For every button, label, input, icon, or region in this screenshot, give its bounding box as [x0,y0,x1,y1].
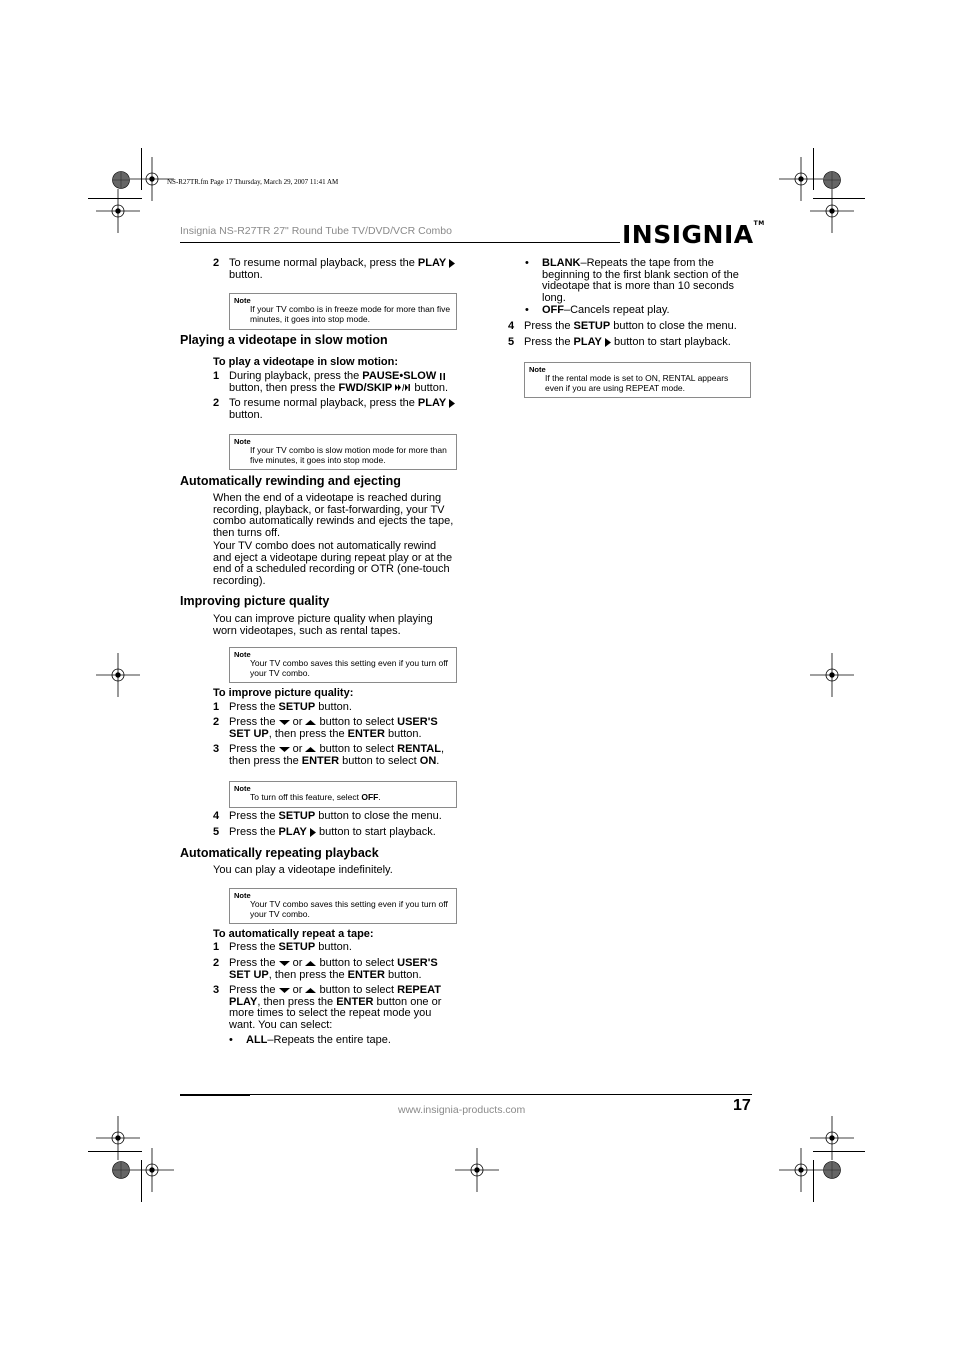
footer-rule-accent [180,1094,250,1096]
paragraph-rewind-2: Your TV combo does not automatically rewind and eject a videotape during repeat play or at the end of a scheduled recording or OTR (one-touch recording). [213,540,453,587]
registration-mark-icon [779,1148,823,1197]
down-arrow-icon [279,716,290,728]
down-arrow-icon [279,984,290,996]
down-arrow-icon [279,743,290,755]
insignia-logo: INSIGNIA™ [622,220,765,249]
crop-mark [141,148,142,190]
play-icon [449,257,455,269]
color-disc-icon [112,171,130,194]
registration-mark-icon [130,1148,174,1197]
note-slow-motion: Note If your TV combo is slow motion mode for more than five minutes, it goes into stop mode. [229,434,457,470]
heading-picture-quality: Improving picture quality [180,594,330,608]
footer-url: www.insignia-products.com [398,1104,526,1116]
note-picture-setting: Note Your TV combo saves this setting even if you turn off your TV combo. [229,647,457,683]
color-disc-icon [112,1161,130,1184]
running-title: Insignia NS-R27TR 27" Round Tube TV/DVD/VCR Combo [180,225,452,237]
crop-mark [813,198,865,199]
subheading-repeat: To automatically repeat a tape: [213,928,374,940]
registration-mark-icon [810,189,854,238]
subheading-slow-motion: To play a videotape in slow motion: [213,356,398,368]
header-rule [180,242,620,243]
footer-rule [180,1094,752,1095]
up-arrow-icon [305,716,316,728]
crop-mark [813,148,814,190]
fwd-skip-icon [395,382,411,394]
page-number: 17 [733,1097,751,1114]
paragraph-repeat: You can play a videotape indefinitely. [213,864,393,876]
crop-mark [141,1160,142,1202]
note-freeze: Note If your TV combo is in freeze mode for more than five minutes, it goes into stop mode. [229,293,457,330]
registration-mark-icon [96,189,140,238]
heading-repeat-playback: Automatically repeating playback [180,846,379,860]
registration-mark-icon [96,653,140,702]
registration-mark-icon [810,653,854,702]
heading-rewind-eject: Automatically rewinding and ejecting [180,474,401,488]
note-repeat-setting: Note Your TV combo saves this setting even if you turn off your TV combo. [229,888,457,924]
up-arrow-icon [305,957,316,969]
crop-mark [813,1151,865,1152]
up-arrow-icon [305,984,316,996]
down-arrow-icon [279,957,290,969]
note-turn-off: Note To turn off this feature, select OFF. [229,781,457,808]
note-rental-mode: Note If the rental mode is set to ON, RENTAL appears even if you are using REPEAT mode. [524,362,751,398]
registration-mark-icon [455,1148,499,1197]
paragraph-picture: You can improve picture quality when playing worn videotapes, such as rental tapes. [213,613,433,637]
pause-icon [439,370,446,382]
heading-slow-motion: Playing a videotape in slow motion [180,333,388,347]
color-disc-icon [823,1161,841,1184]
crop-mark [88,198,142,199]
crop-mark [813,1160,814,1202]
paragraph-rewind-1: When the end of a videotape is reached during recording, playback, or fast-forwarding, your TV combo automatically rewinds and ejects the tape, then turns off. [213,492,454,539]
play-icon [449,397,455,409]
color-disc-icon [823,171,841,194]
file-slug: NS-R27TR.fm Page 17 Thursday, March 29, 2007 11:41 AM [167,178,339,186]
up-arrow-icon [305,743,316,755]
subheading-picture: To improve picture quality: [213,687,354,699]
crop-mark [88,1151,142,1152]
